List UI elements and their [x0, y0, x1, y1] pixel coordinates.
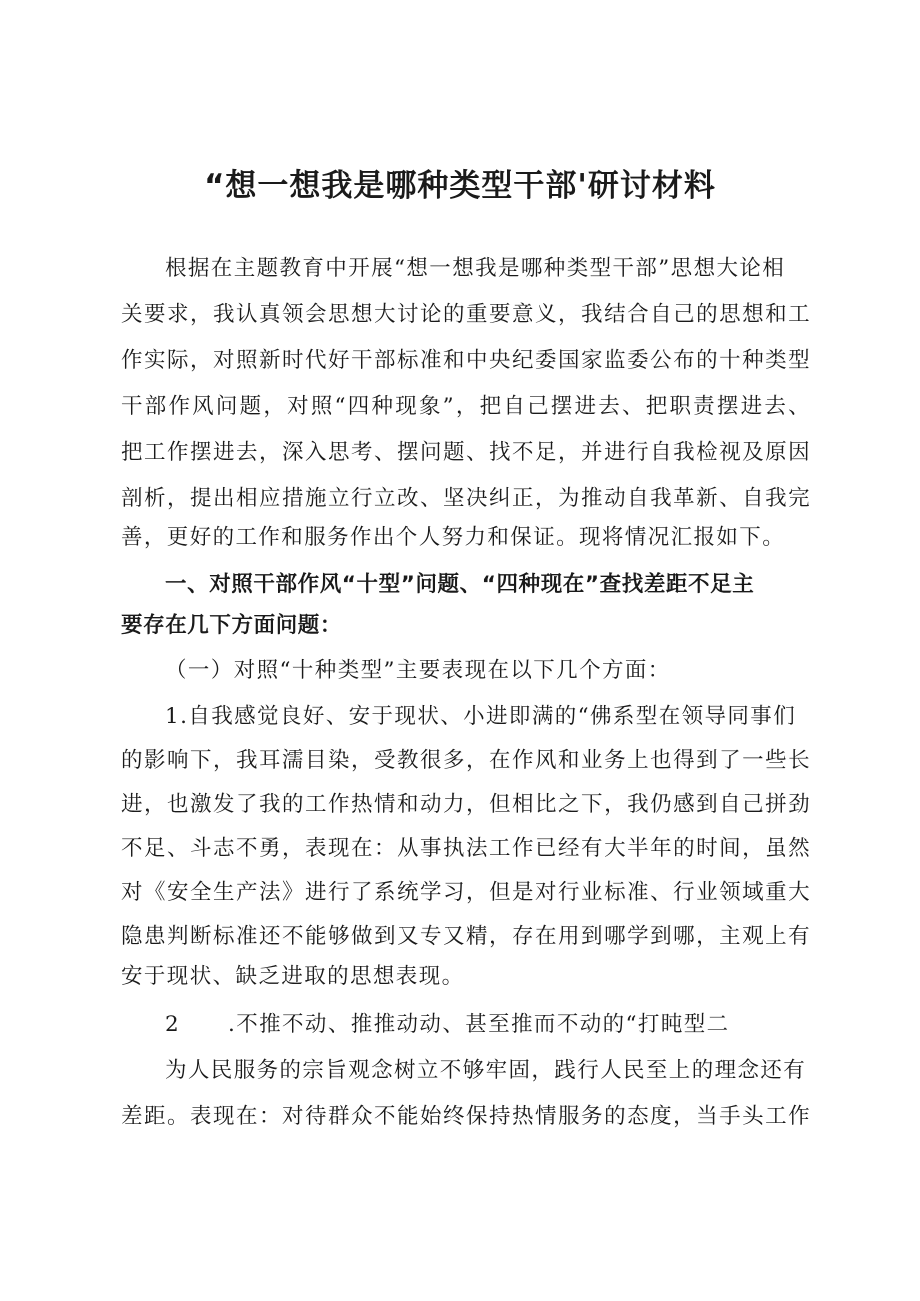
intro-line-2: 关要求，我认真领会思想大讨论的重要意义，我结合自己的思想和工 [121, 302, 811, 327]
item2-number: 2 [165, 1012, 179, 1037]
item1-line-7: 安于现状、缺乏进取的思想表现。 [121, 964, 465, 989]
item1-line-5: 对《安全生产法》进行了系统学习，但是对行业标准、行业领域重大 [121, 880, 811, 905]
subsection-heading: （一）对照“十种类型”主要表现在以下几个方面： [165, 658, 671, 683]
item2-heading: .不推不动、推推动动、甚至推而不动的“打盹型二 [228, 1012, 730, 1037]
section-heading-line-1: 一、对照干部作风“十型”问题、“四种现在”查找差距不足主 [165, 572, 755, 597]
item1-line-6: 隐患判断标准还不能够做到又专又精，存在用到哪学到哪，主观上有 [121, 924, 811, 949]
intro-line-4: 干部作风问题，对照“四种现象”，把自己摆进去、把职责摆进去、 [121, 394, 811, 419]
intro-line-1: 根据在主题教育中开展“想一想我是哪种类型干部”思想大论相 [165, 256, 786, 281]
intro-line-5: 把工作摆进去，深入思考、摆问题、找不足，并进行自我检视及原因 [121, 440, 811, 465]
item2-line-1: 为人民服务的宗旨观念树立不够牢固，践行人民至上的理念还有 [165, 1058, 807, 1083]
section-heading-line-2: 要存在几下方面问题： [121, 613, 343, 638]
item2-line-2: 差距。表现在：对待群众不能始终保持热情服务的态度，当手头工作 [121, 1104, 811, 1129]
intro-line-7: 善，更好的工作和服务作出个人努力和保证。现将情况汇报如下。 [121, 525, 786, 550]
intro-line-3: 作实际，对照新时代好干部标准和中央纪委国家监委公布的十种类型 [121, 348, 811, 373]
item1-line-2: 的影响下，我耳濡目染，受教很多，在作风和业务上也得到了一些长 [121, 748, 811, 773]
item1-line-4: 不足、斗志不勇，表现在：从事执法工作已经有大半年的时间，虽然 [121, 836, 811, 861]
item1-line-3: 进，也激发了我的工作热情和动力，但相比之下，我仍感到自己拼劲 [121, 792, 811, 817]
item1-line-1: 1.自我感觉良好、安于现状、小进即满的“佛系型在领导同事们 [165, 704, 797, 729]
intro-line-6: 剖析，提出相应措施立行立改、坚决纠正，为推动自我革新、自我完 [121, 486, 811, 511]
document-title: “想一想我是哪种类型干部'研讨材料 [204, 168, 716, 204]
